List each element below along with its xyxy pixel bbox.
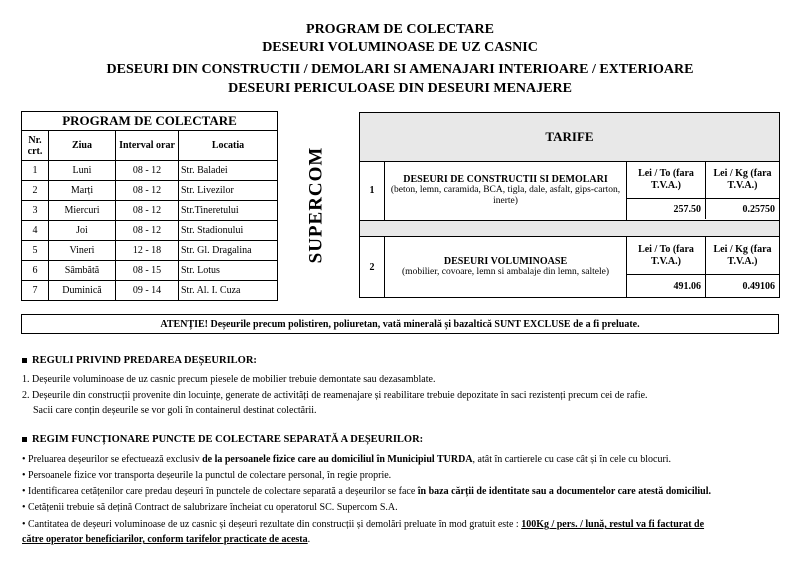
tarif-name: DESEURI VOLUMINOASE — [443, 256, 568, 267]
warning-banner: ATENȚIE! Deșeurile precum polistiren, poliuretan, vată minerală și bazaltică SUNT EXCLUSE de a fi preluate. — [21, 314, 779, 334]
schedule-row — [22, 161, 278, 181]
schedule-title: PROGRAM DE COLECTARE — [22, 112, 278, 131]
schedule-day: Marți — [49, 181, 116, 201]
schedule-body — [22, 161, 278, 301]
regime-bullet-3 — [22, 485, 711, 498]
regime-bullet-1-bold: de la persoanele fizice care au domiciliul în Municipiul TURDA — [202, 454, 473, 465]
schedule-row — [22, 261, 278, 281]
col-day: Ziua — [49, 131, 116, 161]
schedule-location: Str. Livezilor — [179, 181, 278, 201]
schedule-day: Vineri — [49, 241, 116, 261]
brand-text: SUPERCOM — [305, 146, 327, 264]
regime-bullet-1-text: • Preluarea deșeurilor se efectuează exclusiv — [22, 454, 203, 465]
schedule-day: Duminică — [49, 281, 116, 301]
tarif-value-kg: 0.49106 — [742, 280, 775, 292]
schedule-interval: 08 - 12 — [116, 181, 179, 201]
tarif-separator — [360, 221, 779, 237]
rule-2-continued: Sacii care conțin deșeurile se vor goli în containerul destinat colectării. — [33, 405, 317, 416]
schedule-nr: 4 — [22, 221, 49, 241]
tarif-nr: 2 — [360, 237, 385, 297]
tarif-nr: 1 — [360, 161, 385, 220]
tarif-value-to: 257.50 — [627, 199, 706, 219]
rule-2: 2. Deșeurile din construcții provenite din locuințe, generate de activități de reamenajare și reabilitare trebuie depozitate în saci rezistenți precum cei de rafie. — [22, 390, 648, 401]
schedule-table — [21, 111, 278, 301]
regime-bullet-5-continued — [22, 533, 310, 546]
tarif-row — [360, 161, 779, 221]
regime-bullet-5-bold-line2: către operator beneficiarilor, conform tarifelor practicate de acesta — [22, 534, 308, 545]
section-regime-title-text: REGIM FUNCȚIONARE PUNCTE DE COLECTARE SEPARATĂ A DEȘEURILOR: — [32, 434, 424, 445]
regime-bullet-5-end: . — [307, 534, 311, 545]
regime-bullet-3-bold: în baza cărții de identitate sau a documentelor care atestă domiciliul. — [417, 486, 711, 497]
section-rules-title — [22, 355, 257, 366]
schedule-interval: 08 - 12 — [116, 161, 179, 181]
tarif-col-to: Lei / To (fara T.V.A.) — [627, 237, 706, 275]
col-interval: Interval orar — [116, 131, 179, 161]
tarif-value-to: 491.06 — [627, 275, 706, 297]
regime-bullet-1-end: , atât în cartierele cu case cât și în cele cu blocuri. — [472, 454, 672, 465]
tarif-col-kg: Lei / Kg (fara T.V.A.) — [706, 161, 779, 199]
schedule-location: Str.Tineretului — [179, 201, 278, 221]
schedule-interval: 12 - 18 — [116, 241, 179, 261]
schedule-row — [22, 201, 278, 221]
tarif-description — [385, 237, 627, 297]
schedule-nr: 1 — [22, 161, 49, 181]
header-line-1: PROGRAM DE COLECTARE — [306, 22, 494, 37]
schedule-interval: 08 - 12 — [116, 201, 179, 221]
tarif-value-kg: 0.25750 — [742, 203, 775, 215]
tarif-description — [385, 161, 627, 220]
schedule-day: Joi — [49, 221, 116, 241]
schedule-location: Str. Stadionului — [179, 221, 278, 241]
tarif-col-kg: Lei / Kg (fara T.V.A.) — [706, 237, 779, 275]
regime-bullet-4: • Cetățenii trebuie să dețină Contract de salubrizare încheiat cu operatorul SC. Supercom S.A. — [22, 502, 398, 513]
header-line-2: DESEURI VOLUMINOASE DE UZ CASNIC — [262, 40, 538, 55]
schedule-location: Str. Al. I. Cuza — [179, 281, 278, 301]
header-line-4: DESEURI PERICULOASE DIN DESEURI MENAJERE — [228, 81, 572, 96]
schedule-row — [22, 181, 278, 201]
tarif-detail: (beton, lemn, caramida, BCA, tigla, dale, asfalt, gips-carton, inerte) — [390, 185, 621, 206]
schedule-day: Luni — [49, 161, 116, 181]
schedule-interval: 09 - 14 — [116, 281, 179, 301]
brand-vertical — [302, 130, 330, 280]
schedule-nr: 5 — [22, 241, 49, 261]
schedule-row — [22, 221, 278, 241]
schedule-interval: 08 - 12 — [116, 221, 179, 241]
section-rules-title-text: REGULI PRIVIND PREDAREA DEȘEURILOR: — [32, 355, 257, 366]
tarif-col-to: Lei / To (fara T.V.A.) — [627, 161, 706, 199]
rule-1: 1. Deșeurile voluminoase de uz casnic precum piesele de mobilier trebuie demontate sau dezasamblate. — [22, 374, 436, 385]
schedule-nr: 7 — [22, 281, 49, 301]
schedule-row — [22, 241, 278, 261]
tarif-detail: (mobilier, covoare, lemn si ambalaje din lemn, saltele) — [402, 267, 609, 277]
schedule-row — [22, 281, 278, 301]
regime-bullet-3-text: • Identificarea cetățenilor care predau deșeuri în punctele de colectare separată a deșeurilor se face — [22, 486, 418, 497]
col-location: Locatia — [179, 131, 278, 161]
regime-bullet-5-text: • Cantitatea de deșeuri voluminoase de uz casnic și deșeuri rezultate din construcții și demolări preluate în mod gratuit este : — [22, 519, 522, 530]
tarif-row — [360, 237, 779, 297]
header-line-3: DESEURI DIN CONSTRUCTII / DEMOLARI SI AMENAJARI INTERIOARE / EXTERIOARE — [106, 62, 694, 77]
schedule-location: Str. Gl. Dragalina — [179, 241, 278, 261]
regime-bullet-2: • Persoanele fizice vor transporta deșeurile la punctul de colectare personal, în regie proprie. — [22, 470, 392, 481]
tarife-title: TARIFE — [360, 113, 779, 162]
schedule-day: Miercuri — [49, 201, 116, 221]
bullet-square-icon — [22, 437, 27, 442]
tarif-name: DESEURI DE CONSTRUCTII SI DEMOLARI — [403, 174, 608, 185]
section-regime-title — [22, 434, 423, 445]
schedule-location: Str. Lotus — [179, 261, 278, 281]
regime-bullet-5-bold: 100Kg / pers. / lună, restul va fi facturat de — [521, 519, 705, 530]
regime-bullet-1 — [22, 453, 671, 466]
bullet-square-icon — [22, 358, 27, 363]
schedule-nr: 2 — [22, 181, 49, 201]
schedule-interval: 08 - 15 — [116, 261, 179, 281]
col-nr: Nr. crt. — [22, 131, 49, 161]
schedule-day: Sâmbătă — [49, 261, 116, 281]
regime-bullet-5 — [22, 518, 704, 531]
schedule-nr: 6 — [22, 261, 49, 281]
schedule-nr: 3 — [22, 201, 49, 221]
tarife-box — [359, 112, 780, 298]
schedule-location: Str. Baladei — [179, 161, 278, 181]
